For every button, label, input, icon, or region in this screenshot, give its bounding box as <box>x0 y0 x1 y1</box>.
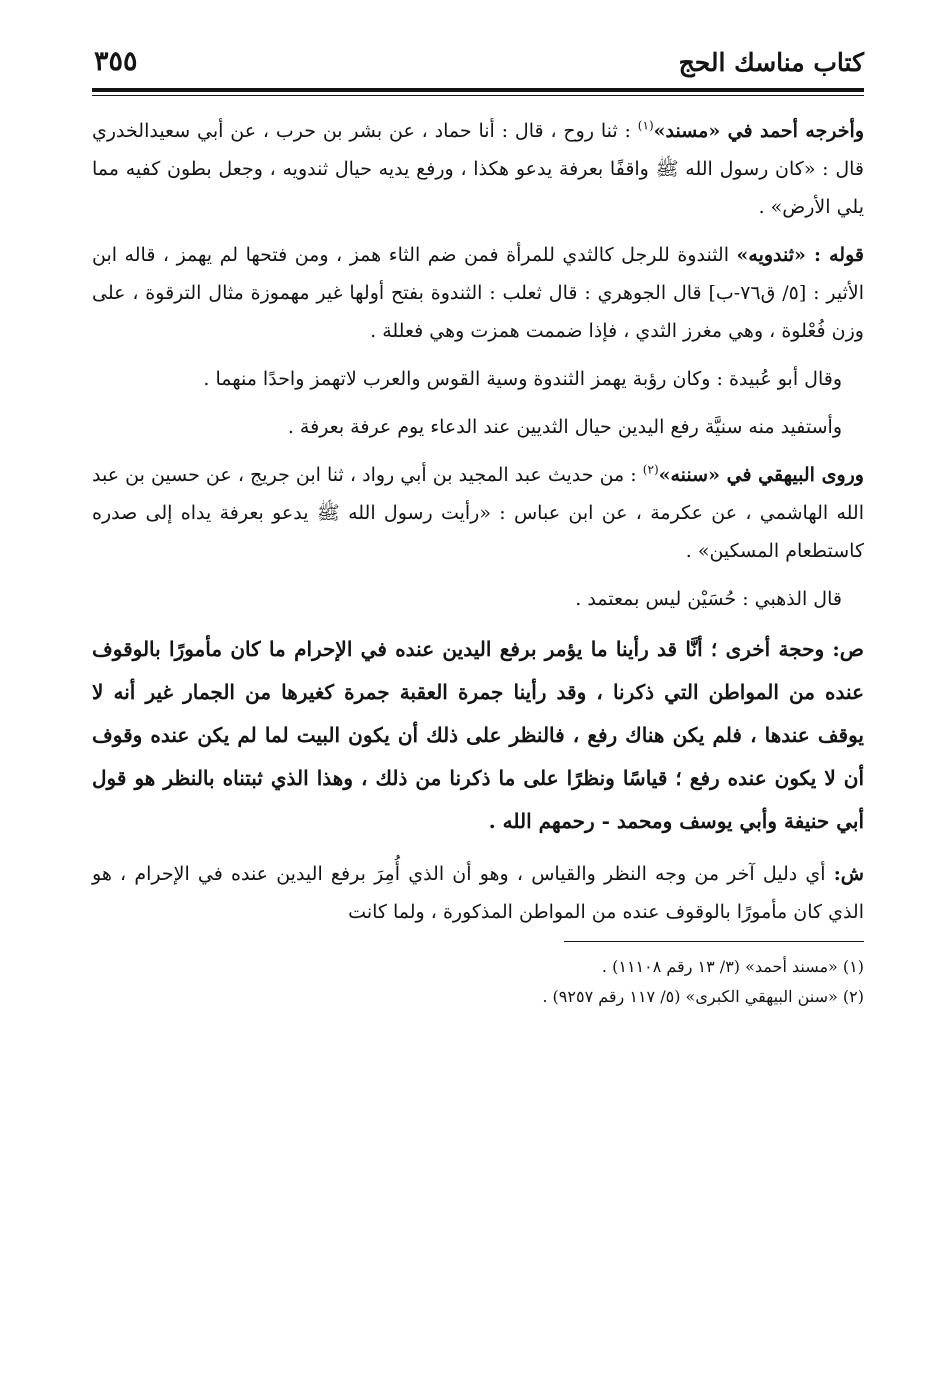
paragraph-matn <box>92 628 864 843</box>
header-rule-thick <box>92 88 864 92</box>
paragraph-text: : من حديث عبد المجيد بن أبي رواد ، ثنا ابن جريج ، عن حسين بن عبد الله الهاشمي ، عن عكرمة ، عن ابن عباس : «رأيت رسول الله ﷺ يدعو بعرفة يداه إلى صدره كاستطعام المسكين» . <box>92 464 864 562</box>
page-body <box>92 112 864 931</box>
paragraph-lead: ش: <box>833 863 864 885</box>
paragraph-text: قال الذهبي : حُسَيْن ليس بمعتمد . <box>575 588 842 610</box>
paragraph-text: وأستفيد منه سنيَّة رفع اليدين حيال الثديين عند الدعاء يوم عرفة بعرفة . <box>287 416 842 438</box>
running-title: كتاب مناسك الحج <box>678 48 864 77</box>
footnote-ref: (١) <box>637 118 654 133</box>
footnote-2: (٢) «سنن البيهقي الكبرى» (٥/ ١١٧ رقم ٩٢٥٧) . <box>542 987 864 1006</box>
paragraph-lead: وأخرجه أحمد في «مسند» <box>653 120 864 142</box>
paragraph-sunnah-raising-hands <box>92 408 864 446</box>
paragraph-dhahabi <box>92 580 864 618</box>
paragraph-text: : ثنا روح ، قال : أنا حماد ، عن بشر بن حرب ، عن أبي سعيدالخدري قال : «كان رسول الله ﷺ واقفًا بعرفة يدعو هكذا ، ورفع يديه حيال ثندويه ، وجعل بطون كفيه مما يلي الأرض» . <box>92 120 864 218</box>
paragraph-thandawayh <box>92 236 864 350</box>
footnote-rule <box>564 941 864 942</box>
page-number: ٣٥٥ <box>94 46 138 77</box>
paragraph-text: ص: وحجة أخرى ؛ أنَّا قد رأينا ما يؤمر برفع اليدين عنده في الإحرام ما كان مأمورًا بالوقوف عنده من المواطن التي ذكرنا ، وقد رأينا جمرة العقبة جمرة كغيرها من الجمار غير أنه لا يوقف عندها ، فلم يكن هناك رفع ، فالنظر على ذلك أن يكون البيت لما لم يكن عنده وقوف أن لا يكون عنده رفع ؛ قياسًا ونظرًا على ما ذكرنا من ذلك ، وهذا الذي ثبتناه بالنظر هو قول أبي حنيفة وأبي يوسف ومحمد - رحمهم الله . <box>92 637 864 833</box>
paragraph-abu-ubayda <box>92 360 864 398</box>
paragraph-bayhaqi <box>92 456 864 570</box>
footnote-ref: (٢) <box>642 462 659 477</box>
paragraph-ahmad-musnad <box>92 112 864 226</box>
paragraph-lead: وروى البيهقي في «سننه» <box>658 464 864 486</box>
header-rule-thin <box>92 95 864 96</box>
paragraph-lead: قوله : «ثندويه» <box>736 244 864 266</box>
footnote-1: (١) «مسند أحمد» (٣/ ١٣ رقم ١١١٠٨) . <box>601 957 864 976</box>
footnotes <box>92 952 864 1012</box>
paragraph-sharh <box>92 855 864 931</box>
paragraph-text: أي دليل آخر من وجه النظر والقياس ، وهو أن الذي أُمِرَ برفع اليدين عنده في الإحرام ، هو الذي كان مأمورًا بالوقوف عنده من المواطن المذكورة ، ولما كانت <box>92 863 864 923</box>
paragraph-text: الثندوة للرجل كالثدي للمرأة فمن ضم الثاء همز ، ومن فتحها لم يهمز ، قاله ابن الأثير : [٥/ ق٧٦-ب] قال الجوهري : قال ثعلب : الثندوة بفتح أولها غير مهموزة مثال الترقوة ، على وزن فُعْلوة ، وهي مغرز الثدي ، فإذا ضممت همزت وهي فعللة . <box>92 244 864 342</box>
paragraph-text: وقال أبو عُبيدة : وكان رؤبة يهمز الثندوة وسية القوس والعرب لاتهمز واحدًا منهما . <box>203 368 842 390</box>
page-header <box>92 38 864 88</box>
book-page <box>92 38 864 1012</box>
